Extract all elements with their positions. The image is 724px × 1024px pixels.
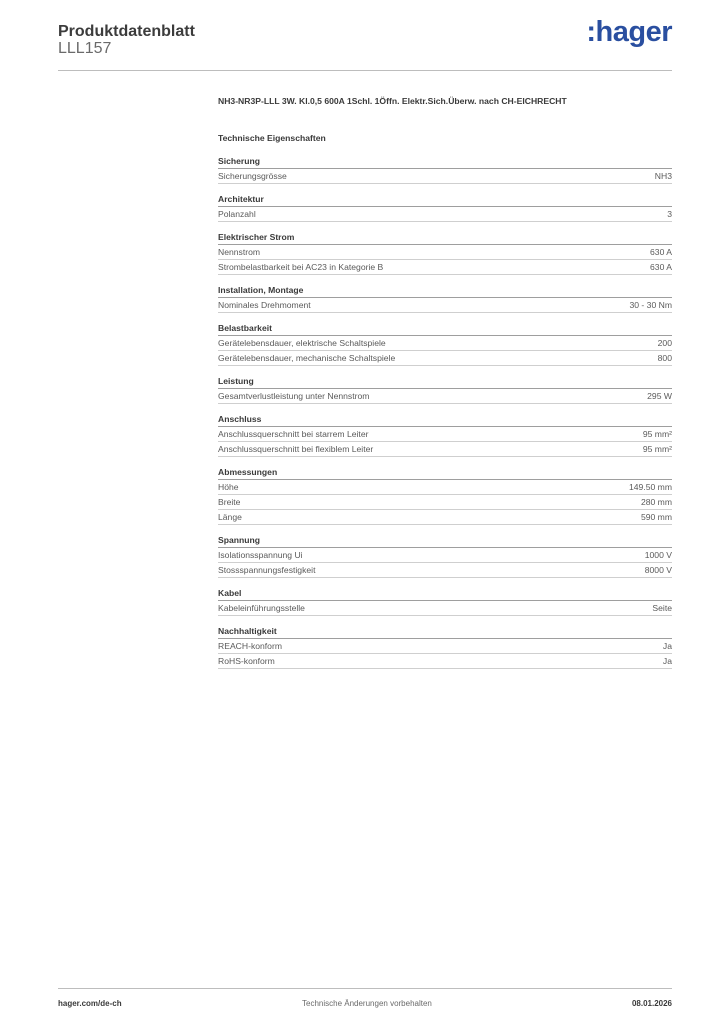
property-row <box>218 480 672 495</box>
property-section <box>218 232 672 275</box>
property-value: 800 <box>657 353 672 363</box>
property-value: 1000 V <box>644 550 672 560</box>
property-section <box>218 323 672 366</box>
property-value: 280 mm <box>640 497 672 507</box>
property-section <box>218 535 672 578</box>
property-section <box>218 194 672 222</box>
footer-date: 08.01.2026 <box>631 999 672 1008</box>
property-row <box>218 207 672 222</box>
footer-disclaimer: Technische Änderungen vorbehalten <box>302 999 432 1008</box>
property-label: Gesamtverlustleistung unter Nennstrom <box>218 391 370 401</box>
page-footer <box>58 988 672 1017</box>
section-title: Leistung <box>218 376 672 389</box>
section-title: Anschluss <box>218 414 672 427</box>
property-section <box>218 467 672 525</box>
document-title: Produktdatenblatt <box>58 23 195 40</box>
property-value: 149.50 mm <box>629 482 672 492</box>
property-row <box>218 169 672 184</box>
property-label: Sicherungsgrösse <box>218 171 287 181</box>
property-label: Anschlussquerschnitt bei starrem Leiter <box>218 429 369 439</box>
property-label: REACH-konform <box>218 641 282 651</box>
property-row <box>218 336 672 351</box>
property-label: Nominales Drehmoment <box>218 300 311 310</box>
property-label: Nennstrom <box>218 247 261 257</box>
property-row <box>218 351 672 366</box>
technical-properties-heading: Technische Eigenschaften <box>218 133 326 143</box>
datasheet-content <box>218 96 672 679</box>
property-row <box>218 654 672 669</box>
property-row <box>218 442 672 457</box>
property-label: Gerätelebensdauer, elektrische Schaltspiele <box>218 338 386 348</box>
property-row <box>218 563 672 578</box>
property-value: Ja <box>662 656 672 666</box>
property-value: 95 mm² <box>642 429 672 439</box>
property-value: 200 <box>657 338 672 348</box>
section-title: Elektrischer Strom <box>218 232 672 245</box>
property-label: Kabeleinführungsstelle <box>218 603 305 613</box>
property-value: 3 <box>667 209 672 219</box>
product-code: LLL157 <box>58 40 112 57</box>
property-value: Ja <box>662 641 672 651</box>
property-row <box>218 427 672 442</box>
property-section <box>218 588 672 616</box>
hager-logo: :hager <box>586 16 672 48</box>
property-value: 95 mm² <box>642 444 672 454</box>
property-section <box>218 414 672 457</box>
property-row <box>218 260 672 275</box>
property-row <box>218 495 672 510</box>
property-value: 630 A <box>650 262 672 272</box>
property-sections <box>218 156 672 669</box>
footer-website: hager.com/de-ch <box>58 999 122 1008</box>
property-row <box>218 548 672 563</box>
section-title: Architektur <box>218 194 672 207</box>
property-section <box>218 376 672 404</box>
property-value: 295 W <box>647 391 672 401</box>
property-value: 630 A <box>650 247 672 257</box>
section-title: Spannung <box>218 535 672 548</box>
property-label: Gerätelebensdauer, mechanische Schaltspiele <box>218 353 396 363</box>
property-label: Strombelastbarkeit bei AC23 in Kategorie B <box>218 262 384 272</box>
property-label: Anschlussquerschnitt bei flexiblem Leiter <box>218 444 374 454</box>
property-label: RoHS-konform <box>218 656 275 666</box>
section-title: Installation, Montage <box>218 285 672 298</box>
property-label: Länge <box>218 512 242 522</box>
property-row <box>218 245 672 260</box>
section-title: Kabel <box>218 588 672 601</box>
property-value: NH3 <box>654 171 672 181</box>
property-row <box>218 298 672 313</box>
section-title: Sicherung <box>218 156 672 169</box>
property-row <box>218 510 672 525</box>
property-section <box>218 156 672 184</box>
property-label: Breite <box>218 497 241 507</box>
section-title: Abmessungen <box>218 467 672 480</box>
property-section <box>218 626 672 669</box>
page-header <box>58 16 672 71</box>
property-row <box>218 639 672 654</box>
property-section <box>218 285 672 313</box>
product-name: NH3-NR3P-LLL 3W. Kl.0,5 600A 1Schl. 1Öffn. Elektr.Sich.Überw. nach CH-EICHRECHT <box>218 96 567 106</box>
section-title: Nachhaltigkeit <box>218 626 672 639</box>
property-label: Isolationsspannung Ui <box>218 550 303 560</box>
section-title: Belastbarkeit <box>218 323 672 336</box>
property-value: Seite <box>652 603 672 613</box>
property-value: 590 mm <box>640 512 672 522</box>
property-label: Höhe <box>218 482 239 492</box>
property-label: Polanzahl <box>218 209 256 219</box>
property-row <box>218 389 672 404</box>
property-row <box>218 601 672 616</box>
property-value: 8000 V <box>644 565 672 575</box>
property-value: 30 - 30 Nm <box>629 300 672 310</box>
property-label: Stossspannungsfestigkeit <box>218 565 316 575</box>
